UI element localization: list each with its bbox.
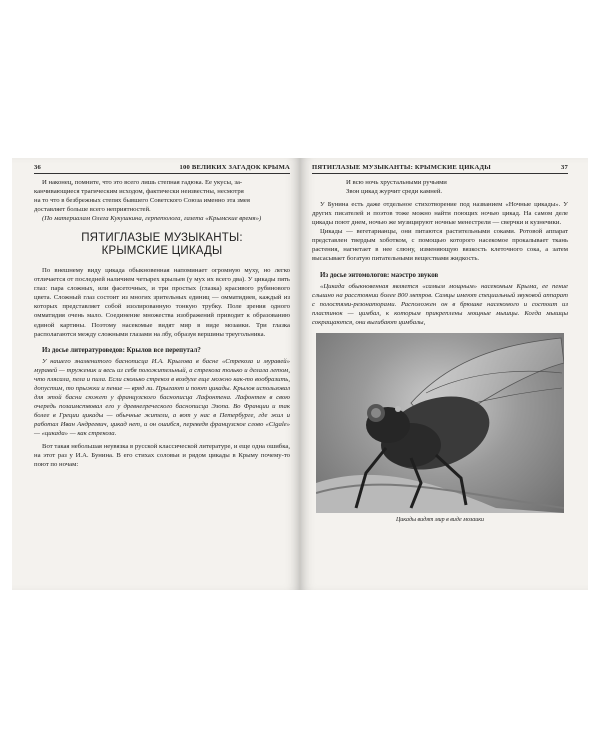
source-note: (По материалам Олега Кукушкина, герпетолога, газета «Крымские время») [42, 214, 262, 222]
open-book [12, 158, 588, 590]
poem-line: И всю ночь хрустальными ручьями [346, 178, 447, 186]
cicada-photo [316, 333, 564, 513]
page-number: 36 [34, 164, 41, 171]
body-paragraph: У нашего знаменитого баснописца И.А. Крылова в басне «Стрекоза и муравей» муравей — труженик и весь из себя положительный, а стрекоза только и делала летом, что плясала, пела и пила. Если сколько стрекоз в воздухе еще можно как-то вообразить, допустим, то прыжки и пение — вряд ли. Прыгают и поют цикады. Крылов использовал для этой басни сюжет у французского баснописца Лафонтена. Лафонтен в свою очередь позаимствовал его у древнегреческого баснописца Эзопа. Во Франции и так более в Греции цикады — обычные жители, а вот у нас в Петербурге, где жил и работал Иван Андреевич, цикад нет, и он ошибся, переведя французское слово «Cigale» — «цикада» — как стрекоза. [34, 357, 290, 438]
body-paragraph: Цикады — вегетарианцы, они питаются растительными соками. Ротовой аппарат представлен твердым хоботком, с помощью которого насекомое прокалывает ткань растения, нагнетает в нее слюну, изменяющую вязкость клеточного сока, а затем высасывает богатую питательными веществами жидкость. [312, 228, 568, 263]
running-header [312, 164, 568, 174]
intro-line: канчивающиеся трагическим исходом, фактически неизвестны, несмотря [34, 187, 244, 195]
body-paragraph: У Бунина есть даже отдельное стихотворение под названием «Ночные цикады». У других писателей и поэтов тоже можно найти поющих ночью цикад. На самом деле цикады поют днем, ночью же музицируют ночные менестрели — сверчки и кузнечики. [312, 200, 568, 227]
page-number: 37 [561, 164, 568, 171]
right-page [300, 158, 588, 590]
left-page [12, 158, 300, 590]
intro-line: И наконец, помните, что это всего лишь степная гадюка. Ее укусы, за- [42, 178, 243, 186]
body-paragraph: «Цикада обыкновенная является «самым мощным» насекомым Крыма, ее пение слышно на расстоянии более 800 метров. Самцы имеют специальный звуковой аппарат с полостями-резонаторами. Расположен он в брюшке насекомого и состоит из пластинок — цимбал, к которым прикреплены мощные мышцы. Когда мышцы сокращаются, они выгибают цимбалы, [312, 282, 568, 326]
chapter-title [34, 232, 290, 258]
running-head-title: 100 ВЕЛИКИХ ЗАГАДОК КРЫМА [179, 164, 290, 171]
running-head-title: ПЯТИГЛАЗЫЕ МУЗЫКАНТЫ: КРЫМСКИЕ ЦИКАДЫ [312, 164, 491, 171]
body-paragraph: Вот такая небольшая неувязка в русской классической литературе, и еще одна ошибка, на этот раз у И.А. Бунина. В его стихах соловьи и рядом цикады в Крыму почему-то поют по ночам: [34, 442, 290, 468]
chapter-title-line: ПЯТИГЛАЗЫЕ МУЗЫКАНТЫ: [81, 231, 243, 244]
subheading: Из досье литературоведов: Крылов все перепутал? [42, 346, 201, 354]
photo-caption: Цикады видят мир в виде мозаики [395, 517, 485, 524]
subheading: Из досье энтомологов: маэстро звуков [320, 271, 439, 279]
body-paragraph: По внешнему виду цикада обыкновенная напоминает огромную муху, но легко отличается от последней наличием четырех крыльев (у мух их всего два). У цикады пять глаз: пара сложных, или фасеточных, и три простых (глазка) красивого рубинового цвета. Сложный глаз состоит из многих зрительных единиц — омматидиев, каждый из которых представляет собой изолированную тонкую трубку. Поле зрения одного омматидия очень мало. Соединение множества изображений приводит к образованию единой картины. Поэтому насекомые видят мир в виде мозаики. Три глазка располагаются между сложными глазами на лбу, образуя вершины треугольника. [34, 266, 290, 338]
poem [346, 178, 568, 196]
cicada-illustration [316, 333, 564, 513]
intro-line: доставляет больше всего неприятностей. [34, 205, 151, 213]
chapter-title-line: КРЫМСКИЕ ЦИКАДЫ [101, 244, 223, 257]
intro-line: на то что в безбрежных степях бывшего Советского Союза именно эта змея [34, 196, 250, 204]
running-header [34, 164, 290, 174]
poem-line: Звон цикад журчит среди камней. [346, 187, 443, 195]
